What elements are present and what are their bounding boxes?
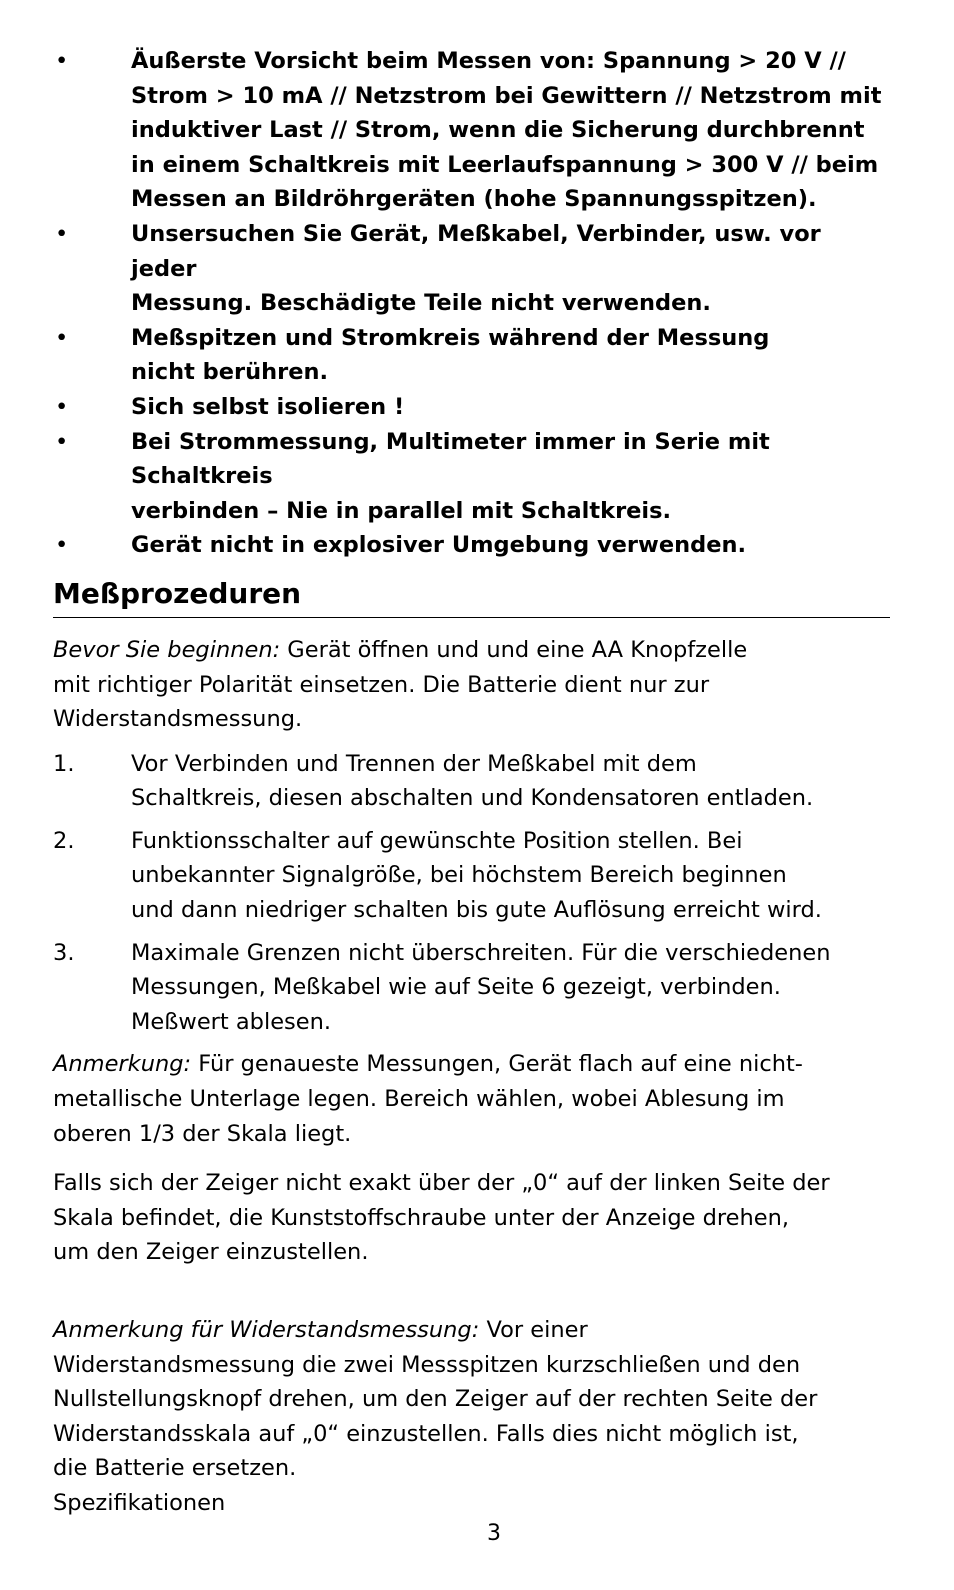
note-paragraph bbox=[53, 1047, 890, 1151]
intro-label: Bevor Sie beginnen: bbox=[53, 636, 281, 663]
document-page bbox=[53, 44, 890, 1521]
step-text: Vor Verbinden und Trennen der Meßkabel mit dem Schaltkreis, diesen abschalten und Kondensatoren entladen. bbox=[131, 750, 814, 812]
bullet-marker: • bbox=[55, 220, 69, 247]
intro-paragraph bbox=[53, 633, 890, 737]
resistance-note-label: Anmerkung für Widerstandsmessung: bbox=[53, 1317, 480, 1343]
bullet-marker: • bbox=[55, 324, 69, 351]
warning-item bbox=[53, 217, 890, 321]
warning-item bbox=[53, 425, 890, 529]
intro-text: Gerät öffnen und und eine AA Knopfzelle mit richtiger Polarität einsetzen. Die Batterie dient nur zur Widerstandsmessung. bbox=[53, 636, 748, 733]
section-title: Meßprozeduren bbox=[53, 575, 890, 618]
bullet-marker: • bbox=[55, 532, 69, 559]
step-number: 1. bbox=[53, 750, 75, 777]
warning-text: Sich selbst isolieren ! bbox=[131, 393, 405, 420]
step-text: Maximale Grenzen nicht überschreiten. Für die verschiedenen Messungen, Meßkabel wie auf Seite 6 gezeigt, verbinden. Meßwert ablesen. bbox=[131, 939, 831, 1035]
page-number: 3 bbox=[487, 1521, 501, 1546]
resistance-note-paragraph bbox=[53, 1313, 890, 1486]
warning-item bbox=[53, 390, 890, 425]
step-item bbox=[53, 747, 890, 816]
warning-item bbox=[53, 44, 890, 217]
bullet-marker: • bbox=[55, 393, 69, 420]
warning-item bbox=[53, 528, 890, 563]
resistance-note-text: Vor einer Widerstandsmessung die zwei Messspitzen kurzschließen und den Nullstellungsknopf drehen, um den Zeiger auf der rechten Seite der Widerstandsskala auf „0“ einzustellen. Falls dies nicht möglich ist, die Batterie ersetzen. bbox=[53, 1317, 818, 1482]
bullet-marker: • bbox=[55, 428, 69, 455]
next-section-label: Spezifikationen bbox=[53, 1489, 226, 1516]
warning-text: Gerät nicht in explosiver Umgebung verwenden. bbox=[131, 532, 747, 559]
warning-text: Unsersuchen Sie Gerät, Meßkabel, Verbinder, usw. vor jeder Messung. Beschädigte Teile nicht verwenden. bbox=[131, 220, 821, 317]
note-text: Für genaueste Messungen, Gerät flach auf eine nicht- metallische Unterlage legen. Bereich wählen, wobei Ablesung im oberen 1/3 der Skala liegt. bbox=[53, 1051, 803, 1147]
procedure-steps bbox=[53, 747, 890, 1040]
warning-text: Meßspitzen und Stromkreis während der Messung nicht berühren. bbox=[131, 324, 770, 386]
warning-text: Äußerste Vorsicht beim Messen von: Spannung > 20 V // Strom > 10 mA // Netzstrom bei Gewittern // Netzstrom mit induktiver Last // Strom, wenn die Sicherung durchbrennt in einem Schaltkreis mit Leerlaufspannung > 300 V // beim Messen an Bildröhrgeräten (hohe Spannungsspitzen). bbox=[131, 48, 882, 213]
zero-adjust-paragraph: Falls sich der Zeiger nicht exakt über der „0“ auf der linken Seite der Skala befindet, die Kunststoffschraube unter der Anzeige drehen, um den Zeiger einzustellen. bbox=[53, 1170, 830, 1266]
step-text: Funktionsschalter auf gewünschte Position stellen. Bei unbekannter Signalgröße, bei höchstem Bereich beginnen und dann niedriger schalten bis gute Auflösung erreicht wird. bbox=[131, 827, 822, 924]
warning-item bbox=[53, 321, 890, 390]
step-item bbox=[53, 824, 890, 928]
warning-list bbox=[53, 44, 890, 563]
warning-text: Bei Strommessung, Multimeter immer in Serie mit Schaltkreis verbinden – Nie in parallel mit Schaltkreis. bbox=[131, 428, 770, 524]
step-number: 2. bbox=[53, 827, 75, 854]
step-number: 3. bbox=[53, 939, 75, 966]
note-label: Anmerkung: bbox=[53, 1051, 192, 1078]
step-item bbox=[53, 936, 890, 1040]
bullet-marker: • bbox=[55, 48, 69, 74]
spacer bbox=[53, 1270, 890, 1298]
